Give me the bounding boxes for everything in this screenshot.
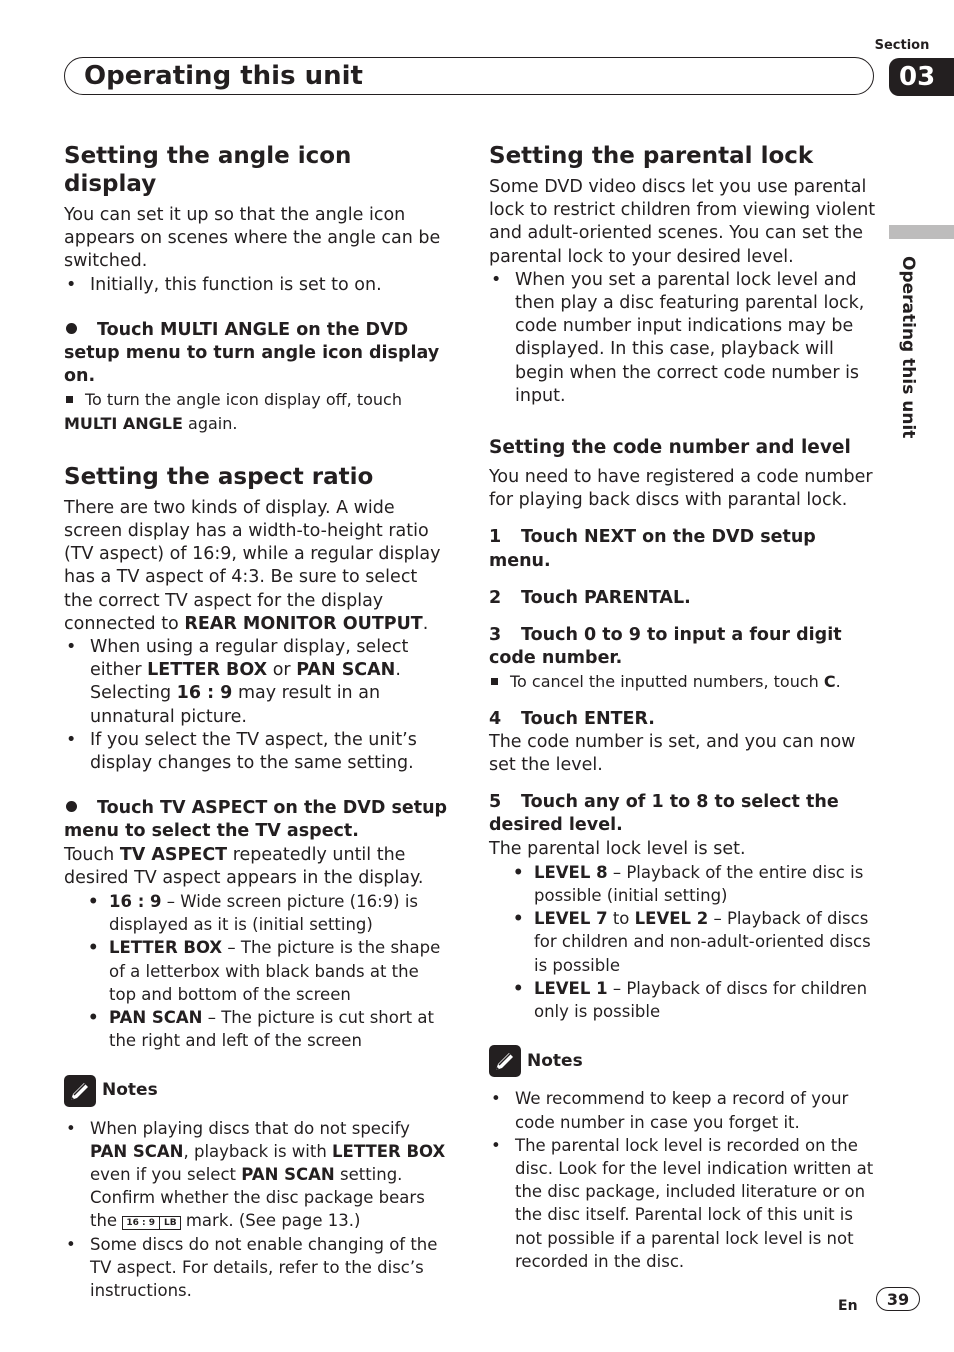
right-column [489, 142, 879, 1273]
section-label: Section [874, 38, 930, 53]
aspect-touch-text: Touch TV ASPECT repeatedly until the desired TV aspect appears in the display. [64, 844, 424, 888]
step-3: 3 Touch 0 to 9 to input a four digit code number. [489, 625, 842, 669]
aspect-heading: Setting the aspect ratio [64, 463, 374, 490]
aspect-instruction: Touch TV ASPECT on the DVD setup menu to select the TV aspect. [64, 798, 448, 842]
list-item: • Initially, this function is set to on. [64, 274, 450, 297]
side-tab-label: Operating this unit [898, 256, 918, 439]
code-heading: Setting the code number and level [489, 437, 851, 459]
level-option-8: • LEVEL 8 – Playback of the entire disc is possible (initial setting) [509, 861, 879, 907]
language-label: En [838, 1298, 858, 1314]
code-intro: You need to have registered a code number for playing back discs with parantal lock. [489, 467, 873, 511]
step-2: 2 Touch PARENTAL. [489, 587, 691, 608]
page-title: Operating this unit [84, 61, 363, 91]
notes-heading: Notes [489, 1045, 879, 1077]
level-option-1: • LEVEL 1 – Playback of discs for children only is possible [509, 977, 879, 1023]
aspect-bullets [64, 636, 450, 775]
step-1: 1 Touch NEXT on the DVD setup menu. [489, 527, 816, 571]
level-options [489, 861, 879, 1023]
aspect-intro: There are two kinds of display. A wide screen display has a width-to-height ratio (TV aspect) of 16:9, while a regular display has a TV aspect of 4:3. Be sure to select the correct TV aspect for the display connected to REAR MONITOR OUTPUT. [64, 497, 441, 634]
list-item: • When playing discs that do not specify PAN SCAN, playback is with LETTER BOX even if you select PAN SCAN setting. Confirm whether the disc package bears the 16 : 9 LB mark. (See page 13.) [64, 1117, 450, 1233]
section-number-badge: 03 [889, 58, 954, 96]
aspect-option-letterbox: • LETTER BOX – The picture is the shape of a letterbox with black bands at the top and bottom of the screen [84, 936, 450, 1006]
list-item: • The parental lock level is recorded on the disc. Look for the level indication written at the disc package, included literature or on the disc itself. Parental lock of this unit is not possible if a parental lock level is not recorded in the disc. [489, 1134, 879, 1273]
list-item: • If you select the TV aspect, the unit’s display changes to the same setting. [64, 729, 450, 775]
parental-bullets [489, 269, 879, 408]
list-item: • Some discs do not enable changing of the TV aspect. For details, refer to the disc’s instructions. [64, 1233, 450, 1303]
list-item: • When using a regular display, select either LETTER BOX or PAN SCAN. Selecting 16 : 9 may result in an unnatural picture. [64, 636, 450, 729]
left-column [64, 142, 450, 1302]
angle-heading: Setting the angle icon display [64, 143, 352, 197]
angle-bullets [64, 274, 450, 297]
angle-intro: You can set it up so that the angle icon appears on scenes where the angle can be switched. [64, 205, 441, 272]
notes-heading: Notes [64, 1075, 450, 1107]
pencil-icon [489, 1045, 521, 1077]
page-number: 39 [876, 1287, 920, 1311]
code-tip: To cancel the inputted numbers, touch C. [489, 670, 879, 693]
side-tab-marker [889, 225, 954, 239]
level-option-7-2: • LEVEL 7 to LEVEL 2 – Playback of discs for children and non-adult-oriented discs is possible [509, 907, 879, 977]
aspect-option-panscan: • PAN SCAN – The picture is cut short at the right and left of the screen [84, 1006, 450, 1052]
right-notes [489, 1045, 879, 1273]
step-4-desc: The code number is set, and you can now set the level. [489, 731, 856, 776]
step-4: 4 Touch ENTER. [489, 708, 655, 729]
list-item: • We recommend to keep a record of your code number in case you forget it. [489, 1087, 879, 1133]
angle-tip: To turn the angle icon display off, touch MULTI ANGLE again. [64, 390, 402, 433]
aspect-option-16-9: • 16 : 9 – Wide screen picture (16:9) is displayed as it is (initial setting) [84, 890, 450, 936]
bullet-dot-icon [66, 323, 77, 334]
aspect-mark-icon: 16 : 9 LB [122, 1216, 180, 1230]
step-5-desc: The parental lock level is set. [489, 838, 746, 859]
step-5: 5 Touch any of 1 to 8 to select the desired level. [489, 792, 839, 836]
aspect-options [64, 890, 450, 1052]
bullet-dot-icon [66, 801, 77, 812]
left-notes [64, 1075, 450, 1303]
tip-square-icon [66, 396, 73, 403]
list-item: • When you set a parental lock level and then play a disc featuring parental lock, code number input indications may be displayed. In this case, playback will begin when the correct code number is input. [489, 269, 879, 408]
tip-square-icon [491, 678, 498, 685]
parental-intro: Some DVD video discs let you use parental lock to restrict children from viewing violent and adult-oriented scenes. You can set the parental lock to your desired level. [489, 177, 876, 267]
angle-instruction: Touch MULTI ANGLE on the DVD setup menu to turn angle icon display on. [64, 319, 440, 387]
parental-heading: Setting the parental lock [489, 143, 814, 169]
pencil-icon [64, 1075, 96, 1107]
